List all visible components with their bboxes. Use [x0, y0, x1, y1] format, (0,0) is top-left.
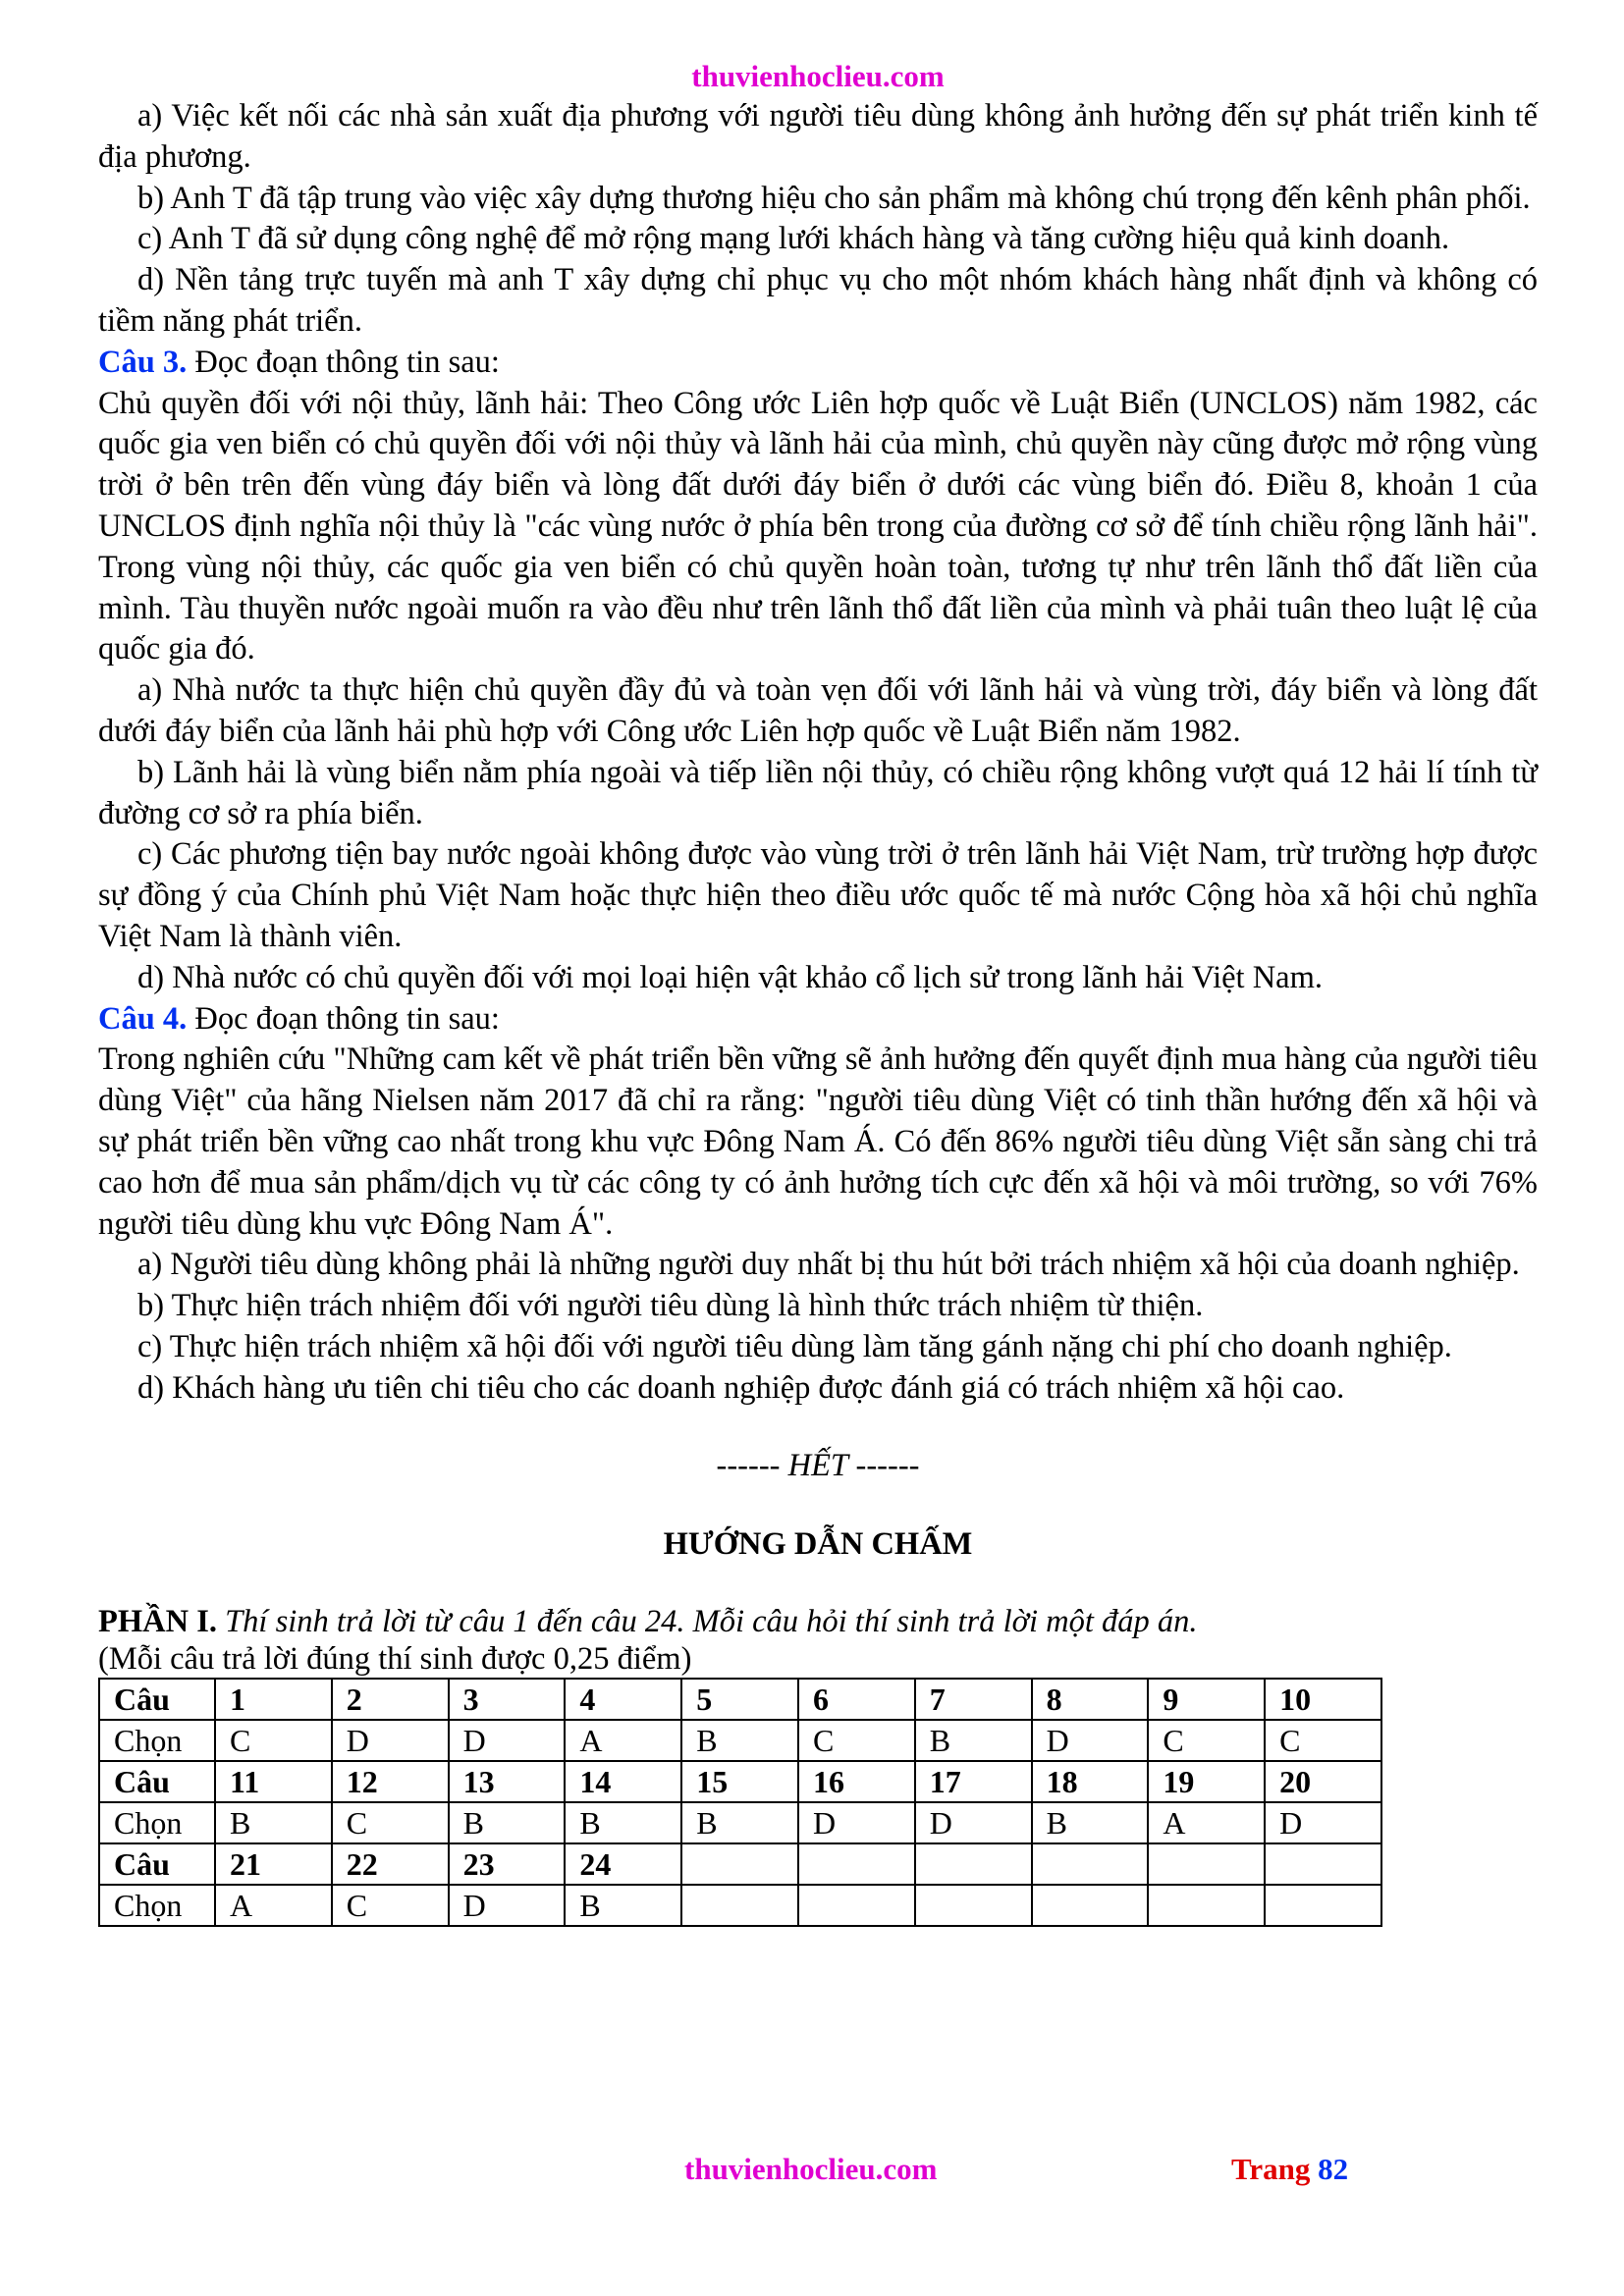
answer-choice-cell: A	[215, 1885, 332, 1926]
part-1-heading	[98, 1602, 1538, 1643]
question-number-cell: 22	[332, 1843, 449, 1885]
question-number-cell	[681, 1843, 798, 1885]
page-number: 82	[1318, 2152, 1349, 2186]
guide-title: HƯỚNG DẪN CHẤM	[663, 1525, 973, 1562]
answer-choice-cell: B	[565, 1802, 681, 1843]
table-row	[99, 1802, 1381, 1843]
question-3-passage: Chủ quyền đối với nội thủy, lãnh hải: Theo Công ước Liên hợp quốc về Luật Biển (UNCLOS) năm 1982, các quốc gia ven biển có chủ quyền đối với nội thủy và lãnh hải của mình, chủ quyền này cũng được mở rộng vùng trời ở bên trên đến vùng đáy biển và lòng đất dưới đáy biển ở dưới các vùng biển đó. Điều 8, khoản 1 của UNCLOS định nghĩa nội thủy là "các vùng nước ở phía bên trong của đường cơ sở để tính chiều rộng lãnh hải". Trong vùng nội thủy, các quốc gia ven biển có chủ quyền hoàn toàn, tương tự như trên lãnh thổ đất liền của mình. Tàu thuyền nước ngoài muốn ra vào đều như trên lãnh thổ đất liền của mình và phải tuân theo luật lệ của quốc gia đó.	[98, 385, 1538, 667]
answer-choice-cell: Chọn	[99, 1802, 215, 1843]
question-number-cell: 4	[565, 1679, 681, 1720]
page-label: Trang	[1231, 2152, 1319, 2186]
question-4-prompt: Đọc đoạn thông tin sau:	[187, 1000, 500, 1037]
answer-choice-cell: B	[449, 1802, 566, 1843]
question-number-cell: 17	[915, 1761, 1032, 1802]
question-3-option-a: a) Nhà nước ta thực hiện chủ quyền đầy đủ và toàn vẹn đối với lãnh hải và vùng trời, đáy biển và lòng đất dưới đáy biển của lãnh hải phù hợp với Công ước Liên hợp quốc về Luật Biển năm 1982.	[98, 672, 1538, 749]
question-number-cell: 3	[449, 1679, 566, 1720]
question-number-cell	[1148, 1843, 1265, 1885]
question-number-cell	[915, 1843, 1032, 1885]
question-3-heading	[98, 343, 1538, 384]
table-row	[99, 1885, 1381, 1926]
answer-choice-cell: D	[798, 1802, 915, 1843]
question-number-cell: 10	[1265, 1679, 1381, 1720]
answer-table	[98, 1678, 1382, 1927]
question-4-option-b: b) Thực hiện trách nhiệm đối với người tiêu dùng là hình thức trách nhiệm từ thiện.	[137, 1288, 1204, 1324]
document-page	[98, 57, 1538, 1927]
question-number-cell: 23	[449, 1843, 566, 1885]
question-number-cell: 5	[681, 1679, 798, 1720]
answer-choice-cell: C	[332, 1885, 449, 1926]
answer-choice-cell	[798, 1885, 915, 1926]
answer-choice-cell: B	[915, 1720, 1032, 1761]
answer-choice-cell: B	[565, 1885, 681, 1926]
option-c-intro: c) Anh T đã sử dụng công nghệ để mở rộng mạng lưới khách hàng và tăng cường hiệu quả kinh doanh.	[137, 221, 1450, 257]
answer-choice-cell: B	[681, 1802, 798, 1843]
answer-choice-cell: B	[681, 1720, 798, 1761]
part-1-instruction: Thí sinh trả lời từ câu 1 đến câu 24. Mỗi câu hỏi thí sinh trả lời một đáp án.	[216, 1603, 1198, 1639]
question-3-prompt: Đọc đoạn thông tin sau:	[187, 344, 500, 380]
answer-choice-cell: A	[1148, 1802, 1265, 1843]
footer-site-name[interactable]: thuvienhoclieu.com	[684, 2152, 938, 2186]
question-3-option-c: c) Các phương tiện bay nước ngoài không được vào vùng trời ở trên lãnh hải Việt Nam, trừ trường hợp được sự đồng ý của Chính phủ Việt Nam hoặc thực hiện theo điều ước quốc tế mà nước Cộng hòa xã hội chủ nghĩa Việt Nam là thành viên.	[98, 836, 1538, 954]
question-number-cell: 20	[1265, 1761, 1381, 1802]
answer-choice-cell	[1265, 1885, 1381, 1926]
part-1-note: (Mỗi câu trả lời đúng thí sinh được 0,25 điểm)	[98, 1641, 692, 1678]
table-row	[99, 1843, 1381, 1885]
answer-choice-cell: C	[798, 1720, 915, 1761]
question-number-cell: 19	[1148, 1761, 1265, 1802]
option-b-intro: b) Anh T đã tập trung vào việc xây dựng thương hiệu cho sản phẩm mà không chú trọng đến kênh phân phối.	[137, 180, 1531, 216]
question-number-cell: 2	[332, 1679, 449, 1720]
question-number-cell	[1265, 1843, 1381, 1885]
question-3-option-d: d) Nhà nước có chủ quyền đối với mọi loại hiện vật khảo cổ lịch sử trong lãnh hải Việt Nam.	[137, 959, 1323, 995]
header-site-name[interactable]: thuvienhoclieu.com	[691, 59, 945, 93]
answer-choice-cell: D	[915, 1802, 1032, 1843]
question-number-cell: 24	[565, 1843, 681, 1885]
question-number-cell: 9	[1148, 1679, 1265, 1720]
answer-choice-cell: D	[1265, 1802, 1381, 1843]
answer-choice-cell	[681, 1885, 798, 1926]
table-row	[99, 1679, 1381, 1720]
page-footer	[0, 2150, 1624, 2189]
answer-choice-cell: Chọn	[99, 1720, 215, 1761]
answer-choice-cell: D	[332, 1720, 449, 1761]
question-number-cell	[1032, 1843, 1149, 1885]
answer-choice-cell: B	[215, 1802, 332, 1843]
question-number-cell: 7	[915, 1679, 1032, 1720]
question-number-cell: Câu	[99, 1761, 215, 1802]
question-number-cell: Câu	[99, 1843, 215, 1885]
question-3-option-b: b) Lãnh hải là vùng biển nằm phía ngoài và tiếp liền nội thủy, có chiều rộng không vượt quá 12 hải lí tính từ đường cơ sở ra phía biển.	[98, 754, 1538, 831]
question-number-cell: 21	[215, 1843, 332, 1885]
part-1-label: PHẦN I.	[98, 1603, 217, 1639]
table-row	[99, 1720, 1381, 1761]
answer-choice-cell: C	[1148, 1720, 1265, 1761]
question-number-cell: 1	[215, 1679, 332, 1720]
answer-choice-cell: A	[565, 1720, 681, 1761]
answer-choice-cell: C	[332, 1802, 449, 1843]
question-4-option-c: c) Thực hiện trách nhiệm xã hội đối với người tiêu dùng làm tăng gánh nặng chi phí cho doanh nghiệp.	[137, 1328, 1452, 1364]
answer-choice-cell: Chọn	[99, 1885, 215, 1926]
question-3-label: Câu 3.	[98, 344, 188, 380]
answer-choice-cell: C	[215, 1720, 332, 1761]
question-number-cell: 16	[798, 1761, 915, 1802]
question-4-label: Câu 4.	[98, 1000, 188, 1037]
end-mark: ------ HẾT ------	[716, 1447, 920, 1483]
question-number-cell: 11	[215, 1761, 332, 1802]
question-number-cell: 12	[332, 1761, 449, 1802]
question-number-cell	[798, 1843, 915, 1885]
question-number-cell: 14	[565, 1761, 681, 1802]
question-number-cell: 15	[681, 1761, 798, 1802]
answer-choice-cell	[1148, 1885, 1265, 1926]
question-number-cell: 6	[798, 1679, 915, 1720]
question-number-cell: 8	[1032, 1679, 1149, 1720]
question-4-option-a: a) Người tiêu dùng không phải là những người duy nhất bị thu hút bởi trách nhiệm xã hội của doanh nghiệp.	[137, 1247, 1520, 1283]
question-4-option-d: d) Khách hàng ưu tiên chi tiêu cho các doanh nghiệp được đánh giá có trách nhiệm xã hội cao.	[137, 1369, 1345, 1406]
answer-choice-cell: D	[449, 1885, 566, 1926]
question-number-cell: 18	[1032, 1761, 1149, 1802]
answer-choice-cell: C	[1265, 1720, 1381, 1761]
option-a-intro: a) Việc kết nối các nhà sản xuất địa phương với người tiêu dùng không ảnh hưởng đến sự phát triển kinh tế địa phương.	[98, 98, 1538, 175]
answer-choice-cell	[915, 1885, 1032, 1926]
page-number-label	[1231, 2150, 1348, 2189]
answer-choice-cell: D	[1032, 1720, 1149, 1761]
option-d-intro: d) Nền tảng trực tuyến mà anh T xây dựng chỉ phục vụ cho một nhóm khách hàng nhất định và không có tiềm năng phát triển.	[98, 262, 1538, 339]
answer-choice-cell: D	[449, 1720, 566, 1761]
question-4-passage: Trong nghiên cứu "Những cam kết về phát triển bền vững sẽ ảnh hưởng đến quyết định mua hàng của người tiêu dùng Việt" của hãng Nielsen năm 2017 đã chỉ ra rằng: "người tiêu dùng Việt có tinh thần hướng đến xã hội và sự phát triển bền vững cao nhất trong khu vực Đông Nam Á. Có đến 86% người tiêu dùng Việt sẵn sàng chi trả cao hơn để mua sản phẩm/dịch vụ từ các công ty có ảnh hưởng tích cực đến xã hội và môi trường, so với 76% người tiêu dùng khu vực Đông Nam Á".	[98, 1041, 1538, 1242]
question-4-heading	[98, 999, 1538, 1041]
answer-choice-cell	[1032, 1885, 1149, 1926]
table-row	[99, 1761, 1381, 1802]
question-number-cell: Câu	[99, 1679, 215, 1720]
answer-choice-cell: B	[1032, 1802, 1149, 1843]
question-number-cell: 13	[449, 1761, 566, 1802]
